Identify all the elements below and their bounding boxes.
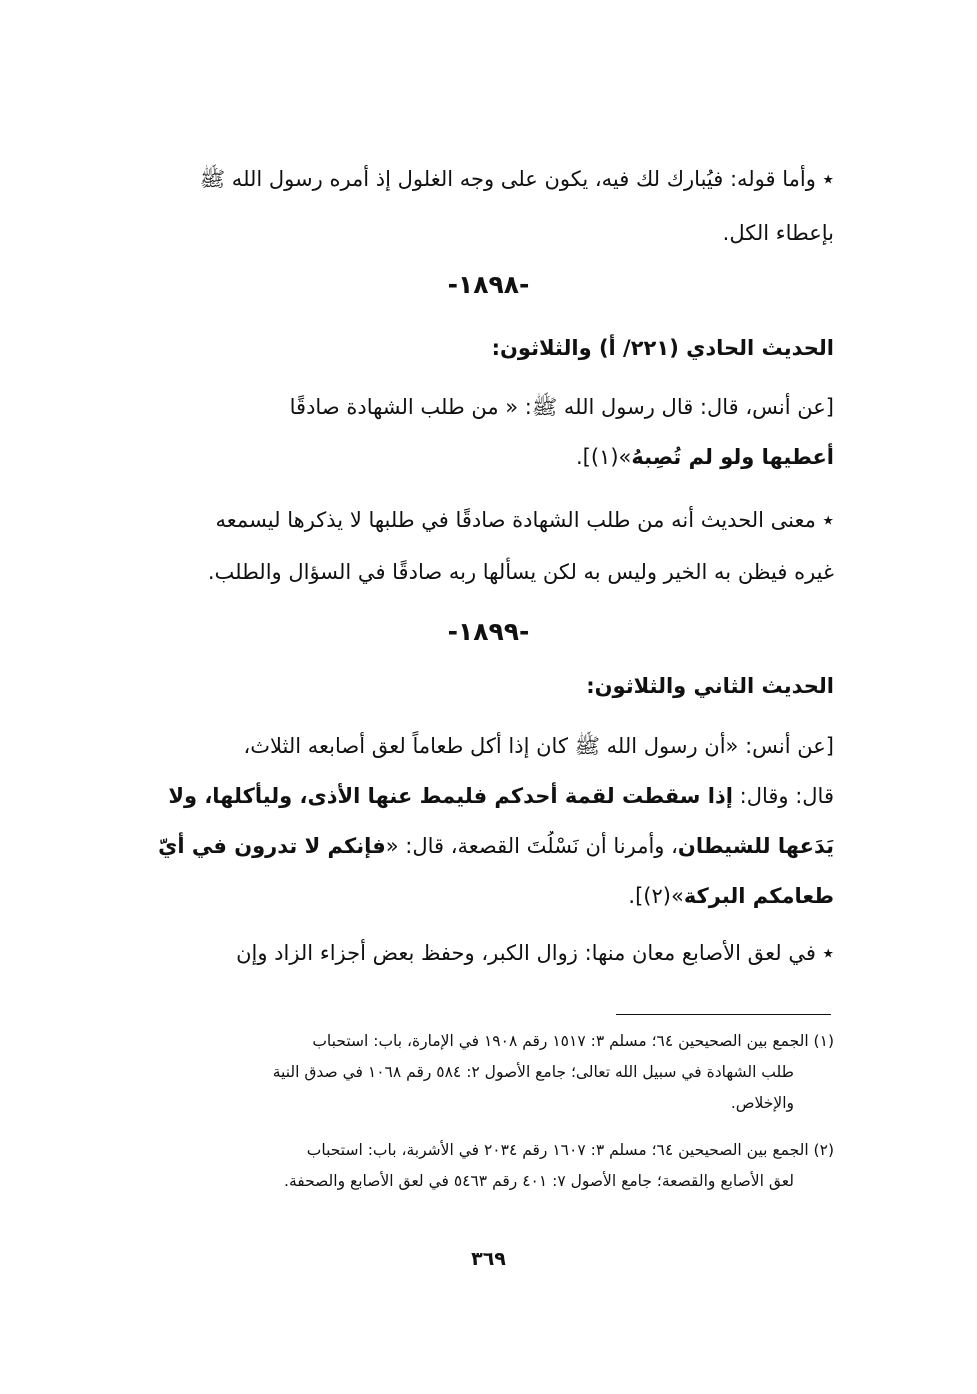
narration-1899-line-2-bold: إذا سقطت لقمة أحدكم فليمط عنها الأذى، وليأكلها، ولا (168, 784, 733, 808)
footnote-2-line-2: لعق الأصابع والقصعة؛ جامع الأصول ٧: ٤٠١ رقم ٥٤٦٣ في لعق الأصابع والصحفة. (284, 1172, 794, 1190)
intro-line-1: ٭ وأما قوله: فيُبارك لك فيه، يكون على وجه الغلول إذ أمره رسول الله ﷺ (199, 167, 834, 191)
comment-1899-line-1: ٭ في لعق الأصابع معان منها: زوال الكبر، وحفظ بعض أجزاء الزاد وإن (236, 941, 834, 965)
footnote-1-line-2: طلب الشهادة في سبيل الله تعالى؛ جامع الأصول ٢: ٥٨٤ رقم ١٠٦٨ في صدق النية (272, 1063, 794, 1081)
narration-1899-line-2-plain: قال: وقال: (732, 784, 834, 808)
comment-1898-line-2: غيره فيظن به الخير وليس به لكن يسألها ربه صادقًا في السؤال والطلب. (207, 560, 834, 584)
narration-1899-line-2 (139, 781, 834, 811)
narration-1898-bold-text: أعطيها ولو لم تُصِبهُ (631, 445, 834, 469)
intro-line-2: بإعطاء الكل. (722, 221, 834, 245)
hadith-number-1899: -١٨٩٩- (447, 617, 530, 646)
hadith-narration-1899 (139, 731, 834, 911)
narration-1899-line-3-bold-b: فإنكم لا تدرون في أيّ (158, 834, 386, 858)
narration-1899-line-3 (139, 831, 834, 861)
narration-1899-line-1: [عن أنس: «أن رسول الله ﷺ كان إذا أكل طعاماً لعق أصابعه الثلاث، (243, 734, 834, 758)
narration-1899-line-3-bold-a: يَدَعها للشيطان (677, 834, 834, 858)
narration-1899-line-3-plain: ، وأمرنا أن نَسْلُتَ القصعة، قال: « (385, 834, 678, 858)
narration-1898-line-1: [عن أنس، قال: قال رسول الله ﷺ: « من طلب الشهادة صادقًا (289, 395, 834, 419)
footnote-1 (139, 1026, 834, 1119)
narration-1898-line-2 (139, 442, 834, 472)
footnote-separator (616, 1014, 831, 1015)
hadith-title-1899: الحديث الثاني والثلاثون: (586, 674, 834, 698)
narration-1898-footnote-ref: »(١)]. (576, 445, 632, 469)
narration-1899-line-4-bold: طعامكم البركة (683, 884, 834, 908)
footnote-1-line-1: (١) الجمع بين الصحيحين ٦٤؛ مسلم ٣: ١٥١٧ رقم ١٩٠٨ في الإمارة، باب: استحباب (312, 1032, 834, 1050)
hadith-comment-1899 (139, 938, 834, 968)
narration-1899-footnote-ref: »(٢)]. (628, 884, 684, 908)
intro-paragraph (139, 164, 834, 248)
hadith-narration-1898 (139, 392, 834, 472)
hadith-title-1898: الحديث الحادي (٢٢١/ أ) والثلاثون: (491, 336, 834, 360)
hadith-number-1898: -١٨٩٨- (447, 270, 530, 299)
comment-1898-line-1: ٭ معنى الحديث أنه من طلب الشهادة صادقًا في طلبها لا يذكرها ليسمعه (215, 508, 834, 532)
footnote-1-line-3: والإخلاص. (730, 1094, 794, 1112)
footnote-2 (139, 1135, 834, 1197)
hadith-comment-1898 (139, 505, 834, 587)
footnote-2-line-1: (٢) الجمع بين الصحيحين ٦٤؛ مسلم ٣: ١٦٠٧ رقم ٢٠٣٤ في الأشربة، باب: استحباب (306, 1141, 834, 1159)
narration-1899-line-4 (139, 881, 834, 911)
page-number: ٣٦٩ (471, 1248, 506, 1270)
